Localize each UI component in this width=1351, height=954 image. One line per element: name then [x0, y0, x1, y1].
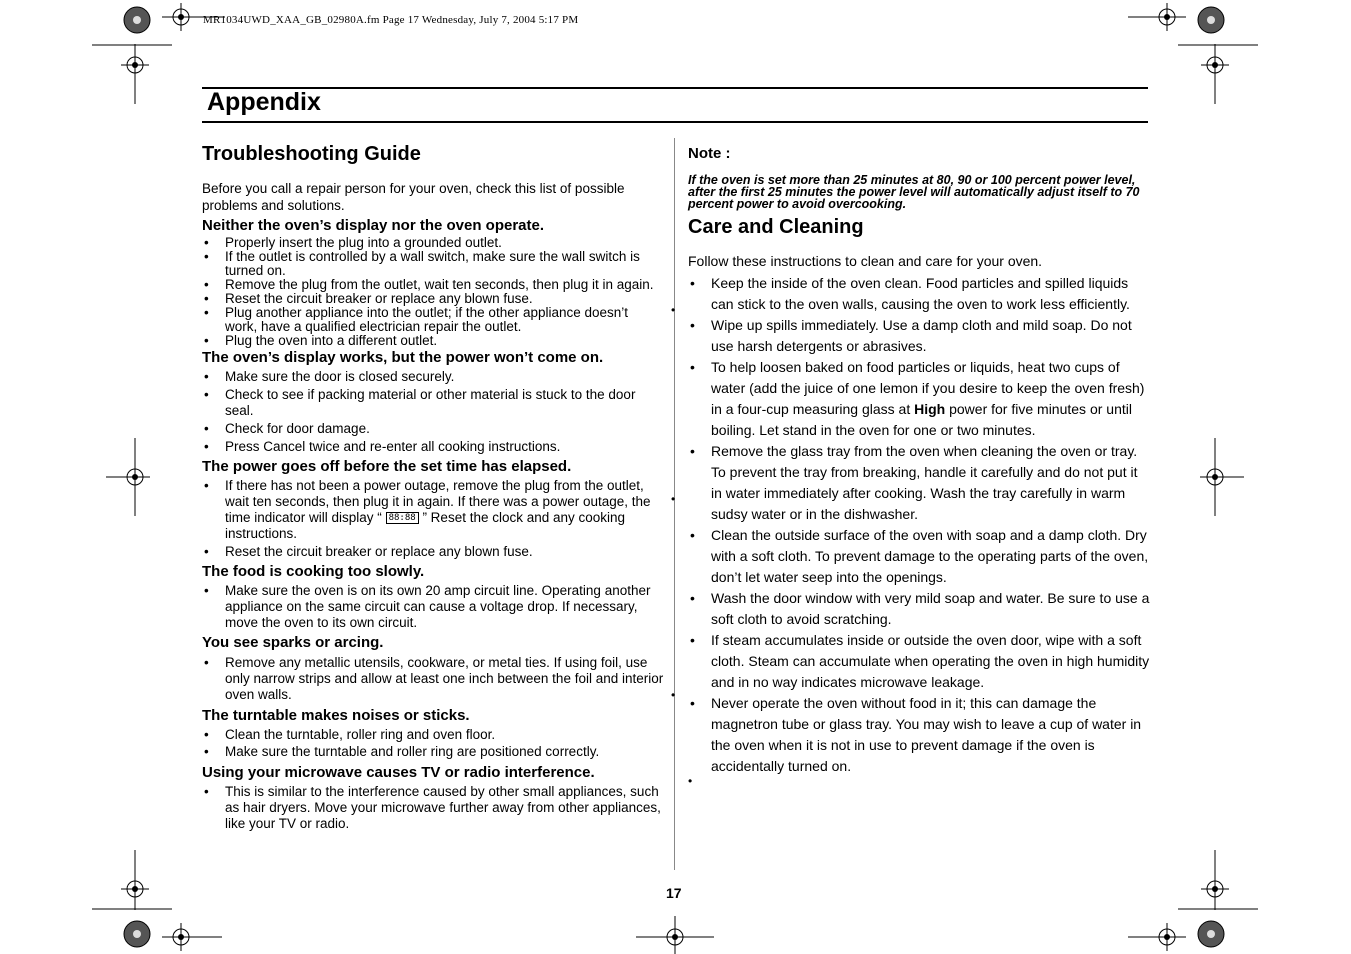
section-heading: Using your microwave causes TV or radio interference.	[202, 764, 595, 781]
list-item-text: To help loosen baked on food particles or liquids, heat two cups of water (add the juice of one lemon if you desire to keep the oven fresh) in a four-cup measuring glass at	[711, 359, 1145, 417]
title-top-rule	[202, 87, 1148, 89]
stray-bullet-dot: •	[671, 688, 676, 702]
section-list	[202, 369, 664, 455]
troubleshooting-column	[202, 143, 664, 832]
list-item: • Check to see if packing material or other material is stuck to the door seal.	[202, 387, 664, 419]
title-bottom-rule	[202, 121, 1148, 123]
list-item: • Remove the plug from the outlet, wait ten seconds, then plug it in again.	[202, 278, 664, 292]
section-list	[202, 583, 664, 631]
list-item: • Reset the circuit breaker or replace any blown fuse.	[202, 544, 664, 560]
list-item: • Reset the circuit breaker or replace any blown fuse.	[202, 292, 664, 306]
list-item: • Make sure the door is closed securely.	[202, 369, 664, 385]
stray-bullet-dot: •	[688, 774, 693, 788]
section-list	[202, 236, 664, 348]
list-item	[202, 478, 664, 542]
list-item: • If the outlet is controlled by a wall switch, make sure the wall switch is turned on.	[202, 250, 664, 278]
list-item: • Remove the glass tray from the oven when cleaning the oven or tray. To prevent the tray from breaking, handle it carefully and do not put it in water immediately after cooking. Wash the tray carefully in warm sudsy water or in the dishwasher.	[688, 441, 1150, 525]
list-item: • Make sure the oven is on its own 20 amp circuit line. Operating another appliance on the same circuit can cause a voltage drop. If necessary, move the oven to its own circuit.	[202, 583, 664, 631]
section-list	[202, 784, 664, 832]
list-item: • Check for door damage.	[202, 421, 664, 437]
list-item: • Properly insert the plug into a grounded outlet.	[202, 236, 664, 250]
troubleshooting-intro: Before you call a repair person for your oven, check this list of possible problems and solutions.	[202, 181, 625, 213]
list-item: • Never operate the oven without food in it; this can damage the magnetron tube or glass tray. You may wish to leave a cup of water in the oven when it is not in use to prevent damage if the oven is accidentally turned on.	[688, 693, 1150, 777]
list-item: • Wash the door window with very mild soap and water. Be sure to use a soft cloth to avoid scratching.	[688, 588, 1150, 630]
list-item	[688, 357, 1150, 441]
list-item: • If steam accumulates inside or outside the oven door, wipe with a soft cloth. Steam can accumulate when operating the oven in high humidity and in no way indicates microwave leakage.	[688, 630, 1150, 693]
list-item: • Clean the outside surface of the oven with soap and a damp cloth. Dry with a soft cloth. To prevent damage to the operating parts of the oven, don’t let water seep into the openings.	[688, 525, 1150, 588]
list-item: • Plug the oven into a different outlet.	[202, 334, 664, 348]
file-header: MR1034UWD_XAA_GB_02980A.fm Page 17 Wednesday, July 7, 2004 5:17 PM	[203, 14, 579, 26]
stray-bullet-dot: •	[671, 492, 676, 506]
list-item: • Remove any metallic utensils, cookware, or metal ties. If using foil, use only narrow strips and allow at least one inch between the foil and interior oven walls.	[202, 655, 664, 703]
list-item-text: ” Reset the clock and any cooking instructions.	[225, 510, 626, 541]
section-heading: The oven’s display works, but the power won’t come on.	[202, 349, 604, 366]
time-indicator-display: 88:88	[386, 512, 419, 524]
care-heading: Care and Cleaning	[688, 216, 864, 238]
section-heading: The power goes off before the set time has elapsed.	[202, 458, 572, 475]
care-column	[688, 145, 1150, 777]
care-list	[688, 273, 1150, 777]
list-item: • This is similar to the interference caused by other small appliances, such as hair dryers. Move your microwave further away from other appliances, like your TV or radio.	[202, 784, 664, 832]
power-level-high: High	[914, 401, 946, 417]
list-item: • Plug another appliance into the outlet; if the other appliance doesn’t work, have a qualified electrician repair the outlet.	[202, 306, 664, 334]
section-list	[202, 727, 664, 760]
list-item: • Make sure the turntable and roller ring are positioned correctly.	[202, 744, 664, 760]
care-intro: Follow these instructions to clean and care for your oven.	[688, 253, 1043, 269]
list-item: • Wipe up spills immediately. Use a damp cloth and mild soap. Do not use harsh detergents or abrasives.	[688, 315, 1150, 357]
section-heading: You see sparks or arcing.	[202, 634, 384, 651]
troubleshooting-heading: Troubleshooting Guide	[202, 143, 421, 165]
list-item-text: power for five minutes or until boiling. Let stand in the oven for one or two minutes.	[711, 401, 1132, 438]
section-heading: Neither the oven’s display nor the oven operate.	[202, 217, 545, 234]
stray-bullet-dot: •	[671, 303, 676, 317]
list-item: • Keep the inside of the oven clean. Food particles and spilled liquids can stick to the oven walls, causing the oven to work less efficiently.	[688, 273, 1150, 315]
list-item: • Press Cancel twice and re-enter all cooking instructions.	[202, 439, 664, 455]
section-heading: The food is cooking too slowly.	[202, 563, 425, 580]
section-list	[202, 478, 664, 560]
list-item-text: If there has not been a power outage, remove the plug from the outlet, wait ten seconds, then plug it in again. If there was a power outage, the time indicator will display “	[225, 478, 651, 525]
list-item: • Clean the turntable, roller ring and oven floor.	[202, 727, 664, 743]
page-title: Appendix	[207, 88, 321, 116]
page-number: 17	[666, 885, 682, 901]
note-text: If the oven is set more than 25 minutes at 80, 90 or 100 percent power level, after the first 25 minutes the power level will automatically adjust itself to 70 percent power to avoid overcooking.	[688, 173, 1140, 211]
section-list	[202, 655, 664, 703]
section-heading: The turntable makes noises or sticks.	[202, 707, 470, 724]
note-label: Note :	[688, 145, 731, 162]
